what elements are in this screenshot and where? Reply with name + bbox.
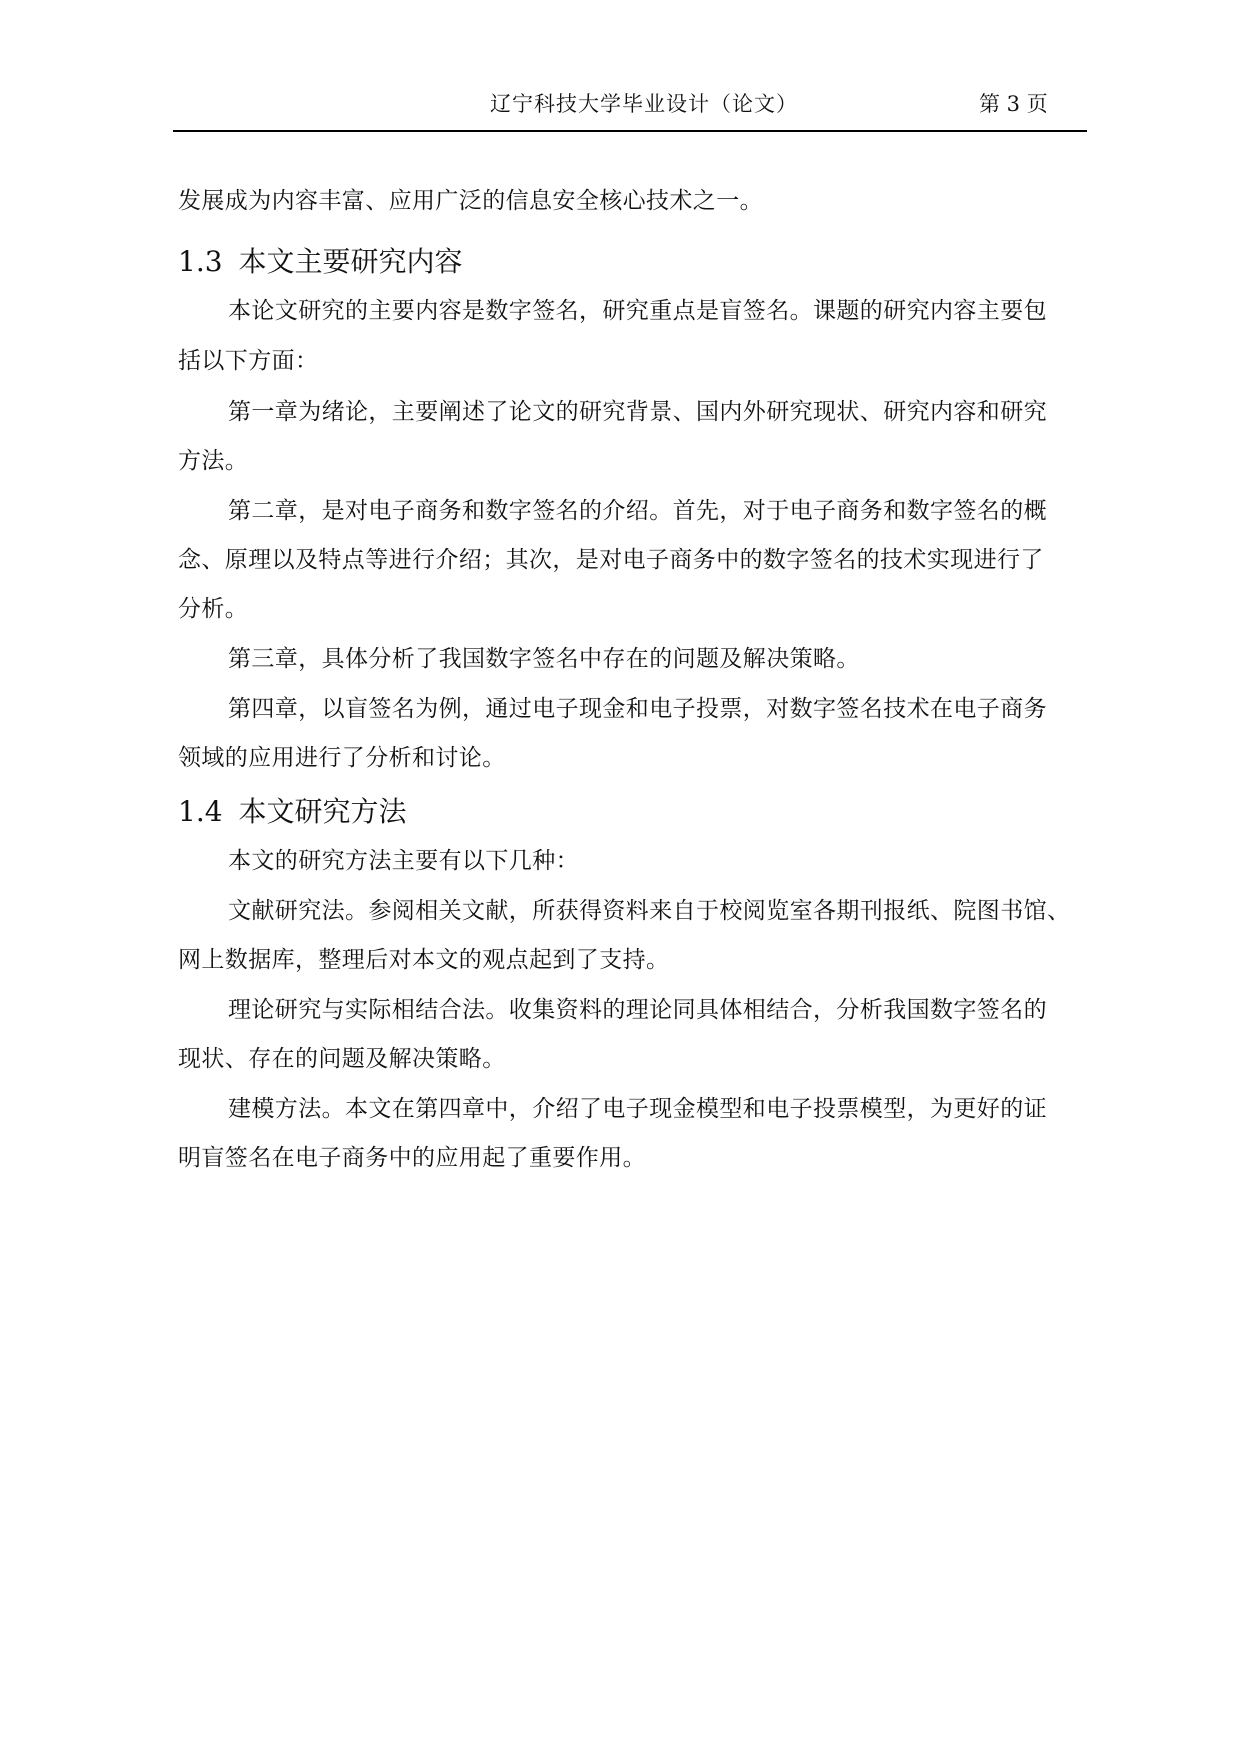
paragraph-line: 网上数据库，整理后对本文的观点起到了支持。: [178, 947, 670, 973]
paragraph-line: 领域的应用进行了分析和讨论。: [178, 745, 506, 771]
paragraph-line: 理论研究与实际相结合法。收集资料的理论同具体相结合，分析我国数字签名的: [228, 997, 1047, 1023]
paragraph-line: 念、原理以及特点等进行介绍；其次，是对电子商务中的数字签名的技术实现进行了: [178, 547, 1044, 573]
paragraph-line: 第四章，以盲签名为例，通过电子现金和电子投票，对数字签名技术在电子商务: [228, 696, 1047, 722]
paragraph-line: 第一章为绪论，主要阐述了论文的研究背景、国内外研究现状、研究内容和研究: [228, 399, 1047, 425]
paragraph-line: 括以下方面：: [178, 348, 319, 374]
paragraph-line: 第三章，具体分析了我国数字签名中存在的问题及解决策略。: [228, 646, 860, 672]
section-number: 1.4: [178, 795, 223, 828]
paragraph-line: 本文的研究方法主要有以下几种：: [228, 848, 579, 874]
paragraph-line: 现状、存在的问题及解决策略。: [178, 1046, 506, 1072]
section-number: 1.3: [178, 245, 223, 278]
paragraph-line: 文献研究法。参阅相关文献，所获得资料来自于校阅览室各期刊报纸、院图书馆、: [228, 898, 1071, 924]
header-page-number: 第 3 页: [979, 92, 1048, 116]
header-title: 辽宁科技大学毕业设计（论文）: [490, 92, 798, 116]
section-heading-1-4: [178, 790, 407, 830]
paragraph-line: 建模方法。本文在第四章中，介绍了电子现金模型和电子投票模型，为更好的证: [228, 1096, 1047, 1122]
page-header: [173, 84, 1087, 132]
paragraph-line: 方法。: [178, 448, 249, 474]
paragraph-line: 本论文研究的主要内容是数字签名，研究重点是盲签名。课题的研究内容主要包: [228, 298, 1047, 324]
continuation-line: 发展成为内容丰富、应用广泛的信息安全核心技术之一。: [178, 188, 763, 214]
section-heading-1-3: [178, 240, 463, 280]
paragraph-line: 第二章，是对电子商务和数字签名的介绍。首先，对于电子商务和数字签名的概: [228, 498, 1047, 524]
section-title: 本文研究方法: [238, 795, 407, 828]
paragraph-line: 分析。: [178, 596, 249, 622]
paragraph-line: 明盲签名在电子商务中的应用起了重要作用。: [178, 1145, 646, 1171]
section-title: 本文主要研究内容: [238, 245, 463, 278]
